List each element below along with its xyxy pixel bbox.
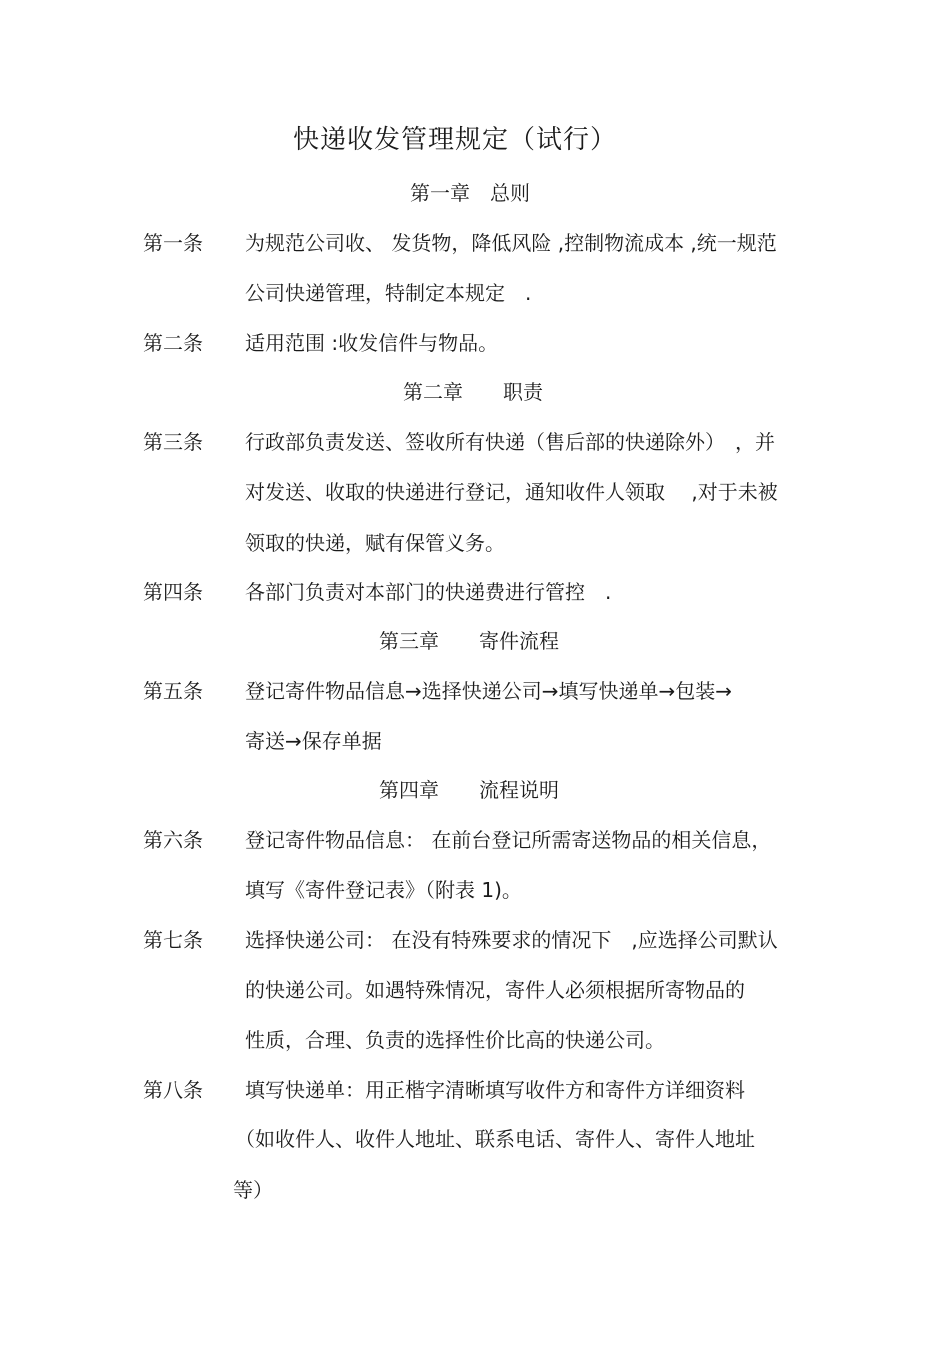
article-6-line-1: 登记寄件物品信息： 在前台登记所需寄送物品的相关信息， bbox=[245, 828, 772, 852]
article-7-line-3: 性质，合理、负责的选择性价比高的快递公司。 bbox=[245, 1028, 665, 1052]
article-8-line-3: 等） bbox=[233, 1178, 273, 1202]
article-1-line-2: 公司快递管理，特制定本规定 . bbox=[245, 281, 532, 305]
article-4-line-1: 各部门负责对本部门的快递费进行管控 . bbox=[245, 580, 612, 604]
article-5-line-2: 寄送→保存单据 bbox=[245, 729, 382, 753]
article-6-label: 第六条 bbox=[143, 828, 203, 852]
article-2-label: 第二条 bbox=[143, 331, 203, 355]
article-8-line-1: 填写快递单：用正楷字清晰填写收件方和寄件方详细资料 bbox=[245, 1078, 745, 1102]
chapter-4-heading: 第四章 流程说明 bbox=[379, 778, 559, 802]
article-6-line-2: 填写《寄件登记表》（附表 1)。 bbox=[245, 878, 522, 902]
chapter-2-heading: 第二章 职责 bbox=[403, 380, 543, 404]
article-8-line-2: （如收件人、收件人地址、联系电话、寄件人、寄件人地址 bbox=[235, 1127, 755, 1151]
article-1-line-1: 为规范公司收、 发货物，降低风险 ,控制物流成本 ,统一规范 bbox=[245, 231, 777, 255]
article-7-line-2: 的快递公司。如遇特殊情况，寄件人必须根据所寄物品的 bbox=[245, 978, 745, 1002]
article-4-label: 第四条 bbox=[143, 580, 203, 604]
article-5-label: 第五条 bbox=[143, 679, 203, 703]
article-1-label: 第一条 bbox=[143, 231, 203, 255]
article-8-label: 第八条 bbox=[143, 1078, 203, 1102]
article-7-label: 第七条 bbox=[143, 928, 203, 952]
document-title: 快递收发管理规定（试行） bbox=[292, 125, 617, 155]
chapter-1-heading: 第一章 总则 bbox=[410, 181, 530, 205]
article-2-line-1: 适用范围 :收发信件与物品。 bbox=[245, 331, 499, 355]
article-3-line-3: 领取的快递，赋有保管义务。 bbox=[245, 531, 505, 555]
article-3-line-1: 行政部负责发送、签收所有快递（售后部的快递除外） ，并 bbox=[245, 430, 775, 454]
article-7-line-1: 选择快递公司： 在没有特殊要求的情况下 ,应选择公司默认 bbox=[245, 928, 778, 952]
chapter-3-heading: 第三章 寄件流程 bbox=[379, 629, 559, 653]
article-3-line-2: 对发送、收取的快递进行登记，通知收件人领取 ,对于未被 bbox=[245, 480, 778, 504]
article-3-label: 第三条 bbox=[143, 430, 203, 454]
article-5-line-1: 登记寄件物品信息→选择快递公司→填写快递单→包装→ bbox=[245, 679, 733, 703]
